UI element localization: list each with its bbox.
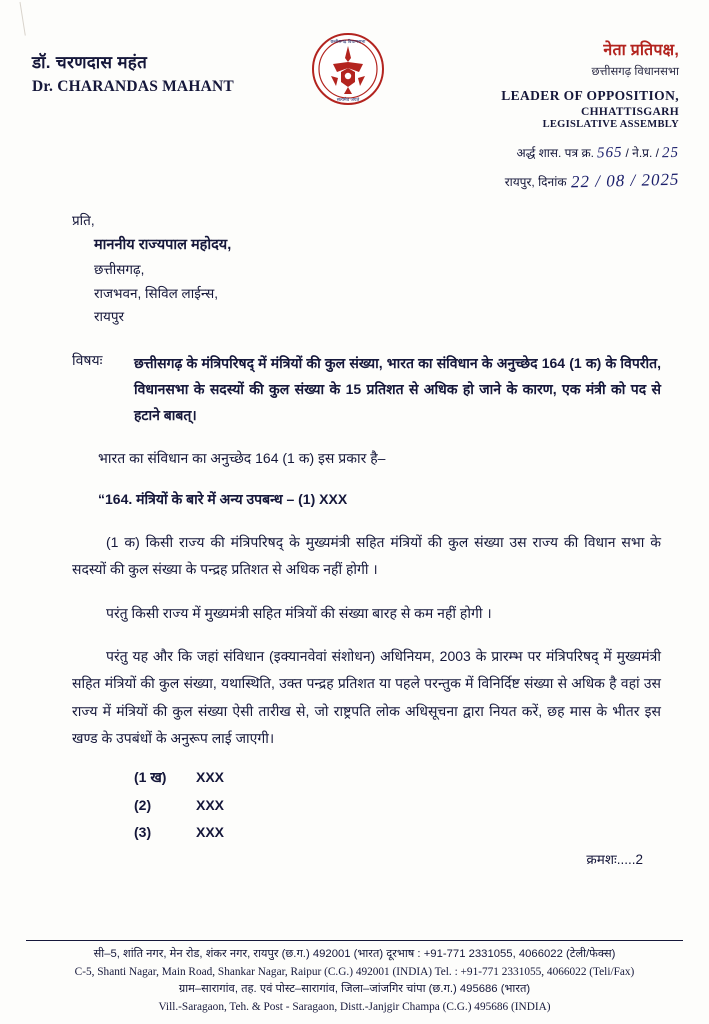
letter-body bbox=[18, 191, 691, 868]
office-title-english: LEADER OF OPPOSITION, bbox=[501, 88, 679, 103]
assembly-name-hindi: छत्तीसगढ़ विधानसभा bbox=[591, 66, 679, 78]
list-item bbox=[134, 819, 661, 846]
intro-paragraph: भारत का संविधान का अनुच्छेद 164 (1 क) इस प्रकार है– bbox=[98, 449, 386, 466]
clause-value: XXX bbox=[196, 796, 225, 813]
addressee-prefix: प्रति, bbox=[72, 213, 95, 228]
clause-1ka-paragraph: (1 क) किसी राज्य की मंत्रिपरिषद् के मुख्यमंत्री सहित मंत्रियों की कुल संख्या उस राज्य की विधान सभा के सदस्यों की कुल संख्या के पन्द्रह प्रतिशत से अधिक नहीं होगी । bbox=[72, 534, 661, 578]
sender-name-hindi: डॉ. चरणदास महंत bbox=[32, 53, 148, 72]
reference-number-row bbox=[413, 144, 679, 162]
letter-footer bbox=[0, 940, 709, 1016]
sender-name-english: Dr. CHARANDAS MAHANT bbox=[32, 78, 234, 95]
footer-divider bbox=[26, 940, 683, 941]
date-label: रायपुर, दिनांक bbox=[504, 175, 567, 189]
clause-key: (3) bbox=[134, 823, 152, 840]
assembly-name-english: LEGISLATIVE ASSEMBLY bbox=[542, 119, 679, 130]
svg-text:छत्तीसगढ़ विधानसभा: छत्तीसगढ़ विधानसभा bbox=[330, 39, 365, 44]
reference-middle: / ने.प्र. / bbox=[625, 146, 659, 160]
continuation-marker: क्रमशः.....2 bbox=[586, 852, 643, 868]
date-row bbox=[413, 171, 679, 191]
date-value: 22 / 08 / 2025 bbox=[570, 169, 680, 192]
chhattisgarh-state-emblem-icon bbox=[311, 32, 385, 106]
reference-number-value: 565 bbox=[596, 144, 623, 162]
addressee-city: रायपुर bbox=[94, 309, 125, 325]
addressee-block bbox=[72, 209, 661, 329]
addressee-name: माननीय राज्यपाल महोदय, bbox=[94, 236, 232, 253]
footer-address-hindi-1: सी–5, शांति नगर, मेन रोड, शंकर नगर, रायपुर (छ.ग.) 492001 (भारत) दूरभाष : +91-771 2331055, 4066022 (टेली/फेक्स) bbox=[93, 948, 616, 960]
clause-value: XXX bbox=[196, 769, 225, 786]
reference-label: अर्द्ध शास. पत्र क्र. bbox=[516, 146, 594, 160]
proviso-2-paragraph: परंतु यह और कि जहां संविधान (इक्यानवेवां संशोधन) अधिनियम, 2003 के प्रारम्भ पर मंत्रिपरिषद् में मुख्यमंत्री सहित मंत्रियों की कुल संख्या, यथास्थिति, उक्त पन्द्रह प्रतिशत या पहले परन्तुक में विनिर्दिष्ट संख्या से अधिक है वहां उस राज्य में मंत्रियों की कुल संख्या ऐसी तारीख से, जो राष्ट्रपति लोक अधिसूचना द्वारा नियत करें, छह मास के भीतर इस खण्ड के उपबंधों के अनुरूप लाई जाएगी। bbox=[72, 648, 661, 746]
sender-block bbox=[32, 24, 282, 96]
office-block bbox=[413, 24, 683, 191]
list-item bbox=[134, 764, 661, 791]
svg-text:सत्यमेव जयते: सत्यमेव जयते bbox=[336, 97, 359, 102]
state-name-english: CHHATTISGARH bbox=[581, 106, 679, 118]
clause-value: XXX bbox=[196, 823, 225, 840]
addressee-state: छत्तीसगढ़, bbox=[94, 262, 145, 277]
proviso-1-paragraph: परंतु किसी राज्य में मुख्यमंत्री सहित मंत्रियों की संख्या बारह से कम नहीं होगी । bbox=[106, 604, 492, 621]
office-title-hindi: नेता प्रतिपक्ष, bbox=[603, 42, 679, 59]
subject-label: विषयः bbox=[72, 351, 103, 368]
subject-text: छत्तीसगढ़ के मंत्रिपरिषद् में मंत्रियों की कुल संख्या, भारत का संविधान के अनुच्छेद 164 (1 क) के विपरीत, विधानसभा के सदस्यों की कुल संख्या के 15 प्रतिशत से अधिक हो जाने के कारण, एक मंत्री को पद से हटाने बाबत्। bbox=[134, 354, 661, 423]
emblem-container bbox=[288, 24, 408, 106]
footer-address-hindi-2: ग्राम–सारागांव, तह. एवं पोस्ट–सारागांव, जिला–जांजगिर चांपा (छ.ग.) 495686 (भारत) bbox=[178, 983, 531, 995]
addressee-street: राजभवन, सिविल लाईन्स, bbox=[94, 285, 219, 301]
clause-key: (1 ख) bbox=[134, 769, 167, 786]
footer-address-english-1: C-5, Shanti Nagar, Main Road, Shankar Nagar, Raipur (C.G.) 492001 (INDIA) Tel. : +91-771 2331055, 4066022 (Teli/Fax) bbox=[74, 965, 635, 978]
footer-address-english-2: Vill.-Saragaon, Teh. & Post - Saragaon, Distt.-Janjgir Champa (C.G.) 495686 (INDIA) bbox=[158, 1000, 551, 1013]
letterhead bbox=[18, 14, 691, 191]
reference-year-value: 25 bbox=[661, 144, 680, 162]
article-quote-heading: “164. मंत्रियों के बारे में अन्य उपबन्ध – (1) XXX bbox=[98, 490, 348, 507]
clause-list bbox=[134, 764, 661, 846]
subject-row bbox=[72, 351, 661, 429]
list-item bbox=[134, 792, 661, 819]
clause-key: (2) bbox=[134, 796, 152, 813]
